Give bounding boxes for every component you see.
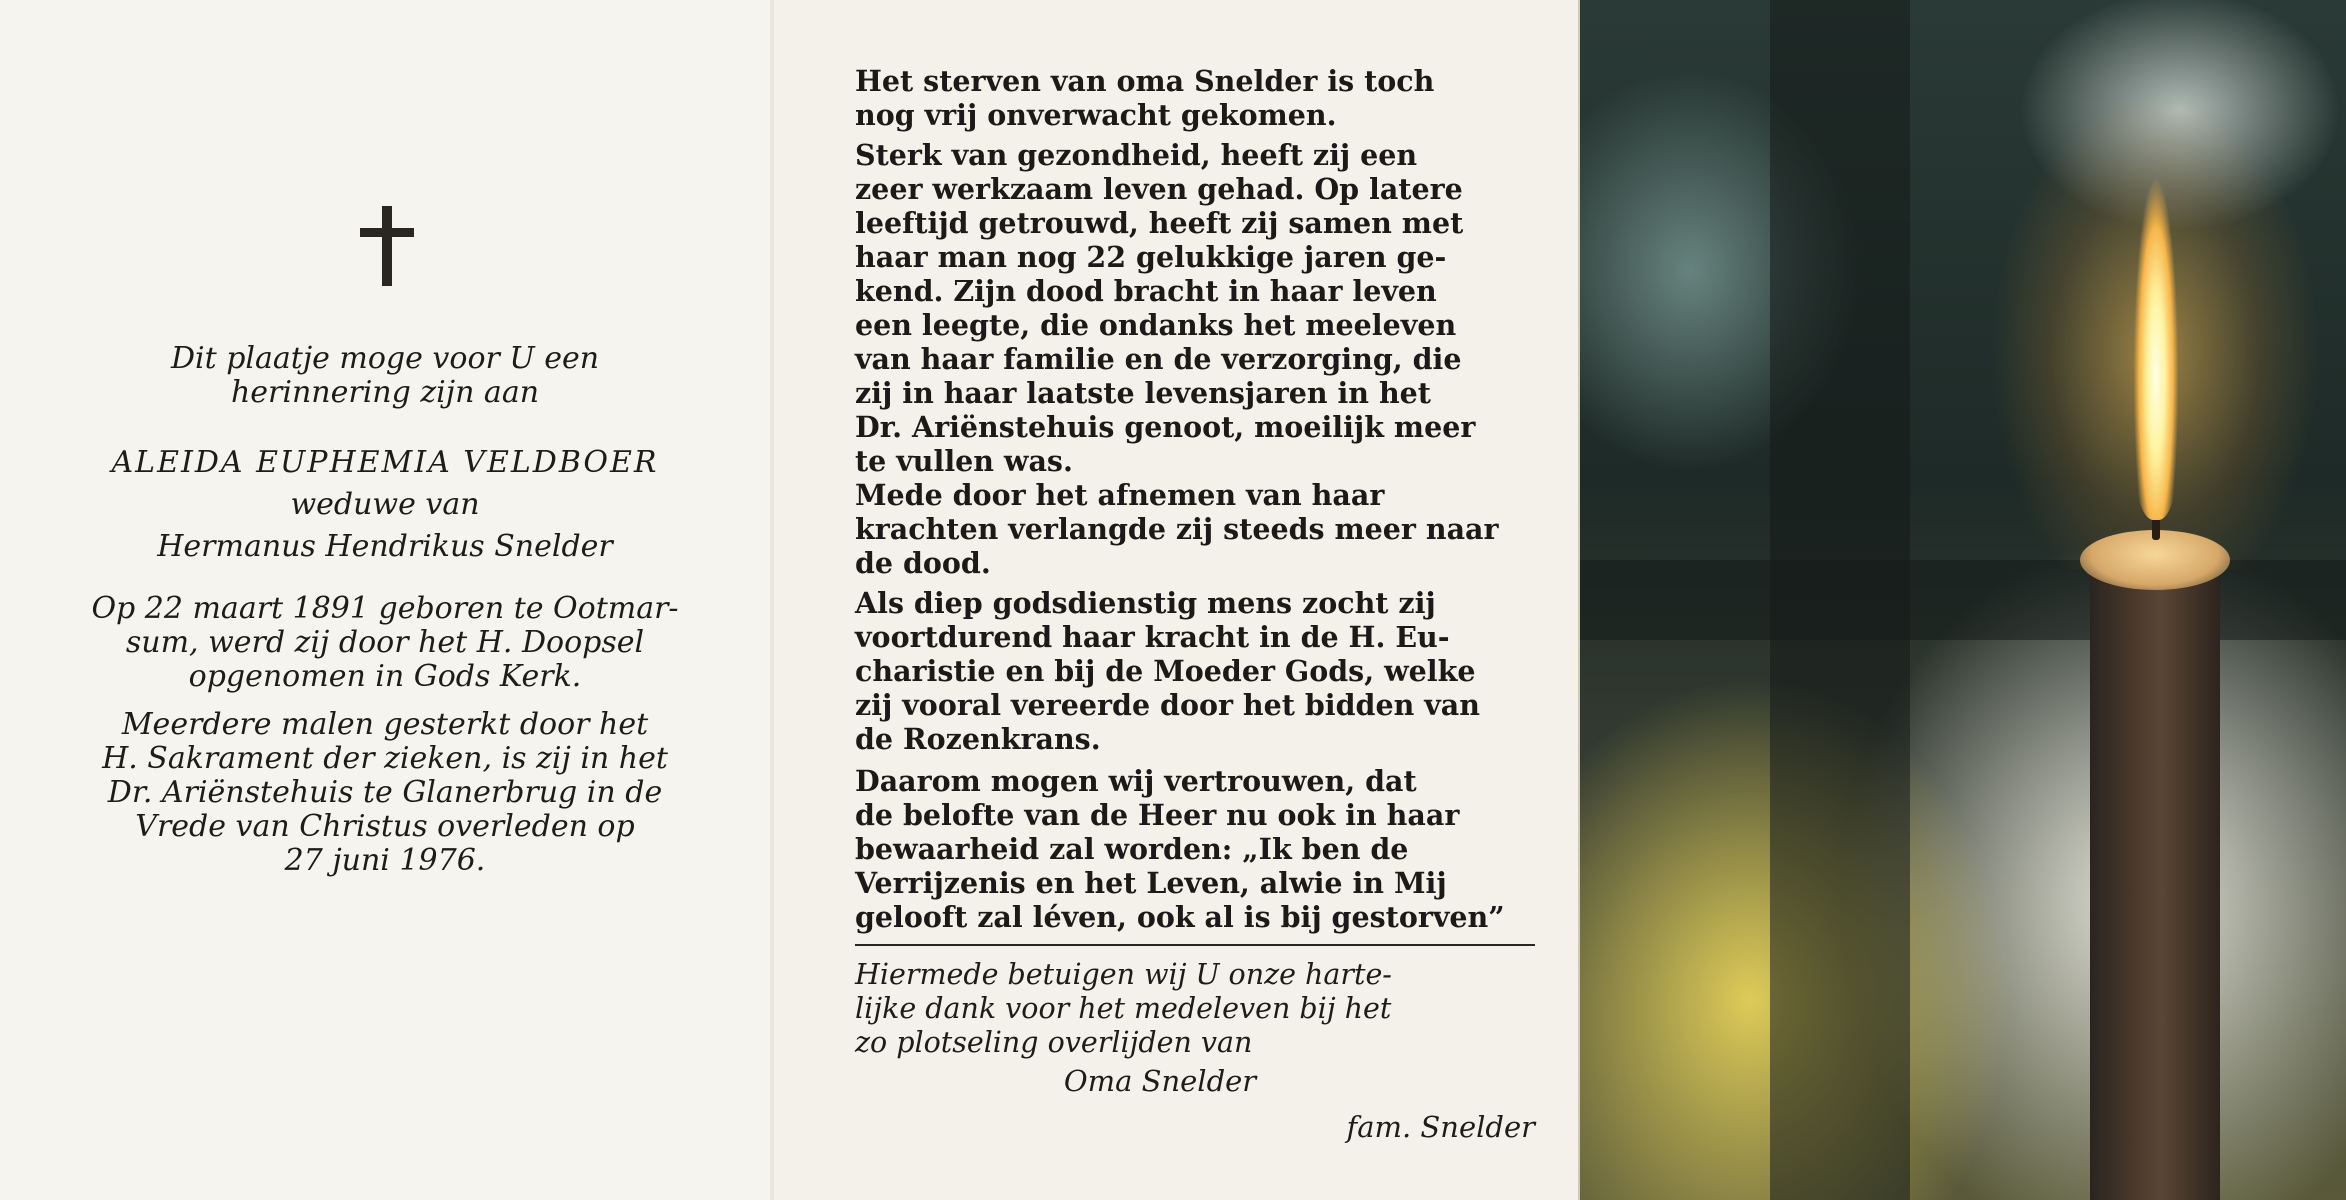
signature: fam. Snelder	[1346, 1110, 1535, 1144]
candle-photo	[1580, 0, 2346, 1200]
paragraph-5: Daarom mogen wij vertrouwen, dat de belofte van de Heer nu ook in haar bewaarheid zal worden: „Ik ben de Verrijzenis en het Leven, alwie in Mij gelooft zal léven, ook al is bij gestorven”	[855, 764, 1505, 934]
cross-icon	[360, 206, 414, 286]
middle-panel	[770, 0, 1580, 1200]
paragraph-1: Het sterven van oma Snelder is toch nog vrij onverwacht gekomen.	[855, 64, 1435, 132]
paragraph-2: Sterk van gezondheid, heeft zij een zeer werkzaam leven gehad. Op latere leeftijd getrouwd, heeft zij samen met haar man nog 22 gelukkige jaren ge- kend. Zijn dood bracht in haar leven een leegte, die ondanks het meeleven van haar familie en de verzorging, die zij in haar laatste levensjaren in het Dr. Ariënstehuis genoot, moeilijk meer te vullen was.	[855, 138, 1476, 478]
death-text: Meerdere malen gesterkt door het H. Sakrament der zieken, is zij in het Dr. Ariënstehuis te Glanerbrug in de Vrede van Christus overleden op 27 juni 1976.	[102, 707, 668, 878]
fold-line	[770, 0, 774, 1200]
paragraph-3: Mede door het afnemen van haar krachten verlangde zij steeds meer naar de dood.	[855, 478, 1499, 580]
birth-text: Op 22 maart 1891 geboren te Ootmar- sum, werd zij door het H. Doopsel opgenomen in Gods Kerk.	[91, 591, 679, 694]
burning-candle-icon	[2090, 545, 2220, 1200]
intro-text: Dit plaatje moge voor U een herinnering zijn aan	[170, 341, 600, 410]
widow-label: weduwe van	[290, 487, 480, 522]
divider	[855, 944, 1535, 946]
left-panel	[0, 0, 770, 1200]
paragraph-4: Als diep godsdienstig mens zocht zij voortdurend haar kracht in de H. Eu- charistie en bij de Moeder Gods, welke zij vooral vereerde door het bidden van de Rozenkrans.	[855, 586, 1480, 756]
spouse-name: Hermanus Hendrikus Snelder	[157, 529, 613, 564]
subject-name: Oma Snelder	[1063, 1064, 1257, 1098]
deceased-name: ALEIDA EUPHEMIA VELDBOER	[111, 445, 659, 480]
thanks-text: Hiermede betuigen wij U onze harte- lijke dank voor het medeleven bij het zo plotseling overlijden van	[855, 958, 1392, 1059]
